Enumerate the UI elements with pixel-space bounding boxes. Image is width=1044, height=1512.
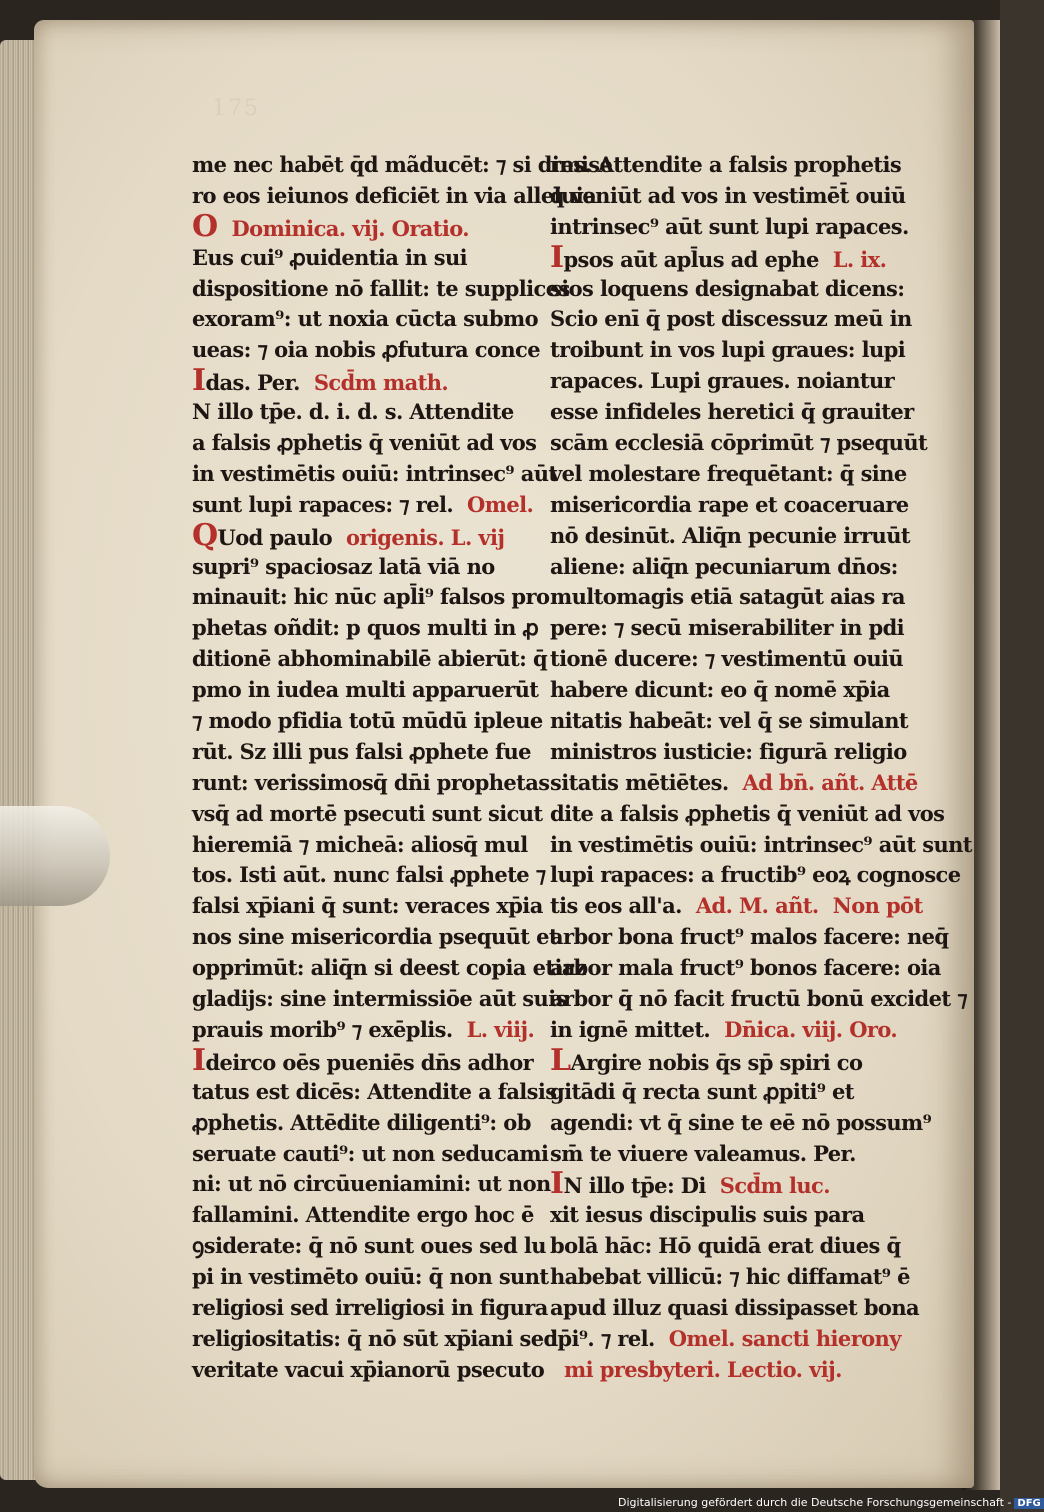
line-text: ⁊ modo pfidia totū mūdū ipleue [192, 708, 543, 734]
text-line [192, 243, 552, 274]
rubric-text: Non pōt [832, 893, 923, 919]
line-text: Uod paulo [217, 524, 333, 550]
line-text: seruate cauti⁹: ut non seducami [192, 1140, 549, 1166]
text-line [192, 613, 552, 644]
text-line [192, 1108, 552, 1139]
line-text: rūt. Sz illi pus falsi ꝓphete fue [192, 738, 531, 764]
line-text: veritate vacui xp̄ianorū psecuto [192, 1356, 545, 1382]
text-line [192, 397, 552, 428]
line-text: falsi xp̄iani q̄ sunt: veraces xp̄ia [192, 893, 543, 919]
line-text: xit iesus discipulis suis para [550, 1202, 865, 1228]
line-text: arbor q̄ nō facit fructū bonū excidet ⁊ [550, 986, 968, 1012]
text-line [550, 830, 972, 861]
text-line [550, 366, 910, 397]
text-line [550, 1262, 910, 1293]
line-text: intrinsec⁹ aūt sunt lupi rapaces. [550, 213, 909, 239]
line-text: das. Per. [205, 370, 300, 396]
text-line [550, 860, 961, 891]
line-text: sm̄ te viuere valeamus. Per. [550, 1140, 856, 1166]
text-line [192, 181, 597, 212]
line-text: ꝓphetis. Attēdite diligenti⁹: ob [192, 1109, 531, 1135]
book-clip [0, 806, 110, 906]
text-line [192, 363, 552, 399]
line-text: pere: ⁊ secū miserabiliter in pdi [550, 615, 905, 641]
text-line [192, 675, 552, 706]
line-text: me nec habēt q̄d mãducēt: ⁊ si dimise [192, 152, 613, 177]
line-text: in vestimētis ouiū: intrinsec⁹ aūt [192, 460, 558, 486]
initial-letter: I [192, 363, 206, 399]
text-line [550, 1324, 910, 1355]
text-line [550, 613, 910, 644]
footer-text: Digitalisierung gefördert durch die Deutsche Forschungsgemeinschaft - [618, 1496, 1012, 1509]
text-line [192, 150, 613, 181]
text-line [550, 397, 914, 428]
line-text: agendi: vt q̄ sine te eē nō possum⁹ [550, 1109, 932, 1135]
text-line [550, 1355, 910, 1386]
line-text: nitatis habeāt: vel q̄ se simulant [550, 708, 909, 734]
text-line [550, 150, 910, 181]
line-text: sitatis mētiētes. [550, 769, 729, 795]
line-text: nos sine misericordia psequūt et [192, 924, 558, 950]
text-line [192, 335, 552, 366]
initial-letter: I [550, 239, 564, 275]
line-text: multomagis etiā satagūt aias ra [550, 584, 905, 610]
text-line [192, 459, 558, 490]
line-text: ip̄i⁹. ⁊ rel. [550, 1325, 655, 1351]
text-line [550, 984, 968, 1015]
text-line [550, 490, 910, 521]
text-line [550, 1200, 910, 1231]
text-line [192, 1355, 552, 1386]
line-text: arbor bona fruct⁹ malos facere: neq̄ [550, 924, 949, 950]
line-text: sunt lupi rapaces: ⁊ rel. [192, 491, 454, 517]
text-line [192, 984, 567, 1015]
text-line [550, 459, 910, 490]
right-text-column [550, 150, 972, 1386]
text-line [550, 1139, 910, 1170]
text-line [550, 1077, 910, 1108]
text-line [550, 891, 923, 922]
line-text: hieremiā ⁊ micheā: aliosq̄ mul [192, 831, 528, 857]
text-line [192, 1231, 552, 1262]
line-text: dite a falsis ꝓphetis q̄ veniūt ad vos [550, 800, 945, 826]
rubric-text: L. ix. [832, 246, 887, 272]
text-line [192, 1077, 557, 1108]
initial-letter: Q [192, 517, 218, 553]
line-text: deirco oēs pueniēs dn̄s adhor [205, 1049, 534, 1075]
text-line [192, 517, 552, 553]
line-text: vsq̄ ad mortē psecuti sunt sicut [192, 800, 543, 826]
text-line [192, 706, 552, 737]
line-text: a falsis ꝓphetis q̄ veniūt ad vos [192, 430, 537, 456]
line-text: in ignē mittet. [550, 1016, 711, 1042]
text-line [192, 891, 552, 922]
line-text: tionē ducere: ⁊ vestimentū ouiū [550, 646, 904, 672]
line-text: gitādi q̄ recta sunt ꝓpiti⁹ et [550, 1078, 854, 1104]
rubric-text: origenis. L. vij [346, 524, 505, 550]
dfg-logo: DFG [1014, 1498, 1043, 1509]
line-text: ni: ut nō circūueniamini: ut non [192, 1171, 551, 1197]
text-line [550, 675, 910, 706]
line-text: habebat villicū: ⁊ hic diffamat⁹ ē [550, 1264, 910, 1290]
text-line [550, 706, 910, 737]
text-line [192, 1324, 558, 1355]
line-text: fallamini. Attendite ergo hoc ē [192, 1202, 534, 1228]
line-text: exoram⁹: ut noxia cūcta submo [192, 306, 539, 332]
line-text: N illo tp̄e. d. i. d. s. Attendite [192, 399, 514, 425]
text-line [550, 922, 949, 953]
line-text: pmo in iudea multi apparuerūt [192, 677, 539, 703]
text-line [192, 1262, 552, 1293]
line-text: rapaces. Lupi graues. noiantur [550, 368, 895, 394]
line-text: religiositatis: q̄ nō sūt xp̄iani sed [192, 1325, 558, 1351]
line-text: pi in vestimēto ouiū: q̄ non sunt [192, 1264, 549, 1290]
line-text: ditionē abhominabilē abierūt: q̄ [192, 646, 548, 672]
line-text: dispositione nō fallit: te supplices [192, 275, 570, 301]
text-line [192, 1200, 552, 1231]
text-line [550, 1042, 910, 1078]
rubric-text: Scd̄m luc. [719, 1173, 830, 1199]
rubric-text: Dn̄ica. viij. Oro. [724, 1016, 898, 1042]
line-text: misericordia rape et coaceruare [550, 491, 909, 517]
text-line [550, 1231, 910, 1262]
rubric-text: Ad bn̄. añt. Attē [742, 769, 918, 795]
text-line [192, 208, 552, 244]
line-text: ueas: ⁊ oia nobis ꝓfutura conce [192, 337, 540, 363]
line-text: tos. Isti aūt. nunc falsi ꝓphete ⁊ [192, 862, 546, 888]
text-line [550, 1166, 910, 1202]
line-text: bolā hāc: Hō quidā erat diues q̄ [550, 1233, 901, 1259]
text-line [550, 953, 941, 984]
rubric-text: Ad. M. añt. [695, 893, 819, 919]
text-line [192, 428, 552, 459]
line-text: tatus est dicēs: Attendite a falsis [192, 1078, 557, 1104]
line-text: q̄ veniūt ad vos in vestimēt̄ ouiū [550, 182, 906, 208]
text-line [192, 582, 552, 613]
text-line [192, 860, 552, 891]
line-text: habere dicunt: eo q̄ nomē xp̄ia [550, 677, 890, 703]
text-line [192, 304, 552, 335]
line-text: Scio enī q̄ post discessuz meū in [550, 306, 912, 332]
line-text: runt: verissimosq̄ dn̄i prophetas [192, 769, 550, 795]
line-text: religiosi sed irreligiosi in figura [192, 1294, 548, 1320]
text-line [192, 799, 552, 830]
text-line [192, 1293, 552, 1324]
text-line [550, 737, 910, 768]
line-text: Argire nobis q̄s sp̄ spiri co [570, 1049, 863, 1075]
line-text: lupi rapaces: a fructib⁹ eoꝝ cognosce [550, 862, 961, 888]
text-line [192, 1015, 552, 1046]
initial-letter: O [192, 208, 218, 244]
rubric-text: mi presbyteri. Lectio. vij. [564, 1356, 842, 1382]
rubric-text: Omel. [467, 491, 534, 517]
dfg-footer [618, 1496, 1044, 1509]
page-edges [0, 40, 38, 1480]
text-line [550, 335, 910, 366]
line-text: ꝯsiderate: q̄ nō sunt oues sed lu [192, 1233, 546, 1259]
initial-letter: L [550, 1042, 571, 1078]
text-line [550, 212, 910, 243]
line-text: tis eos all'a. [550, 893, 682, 919]
text-line [192, 1169, 552, 1200]
text-line [550, 239, 910, 275]
line-text: esse infideles heretici q̄ grauiter [550, 399, 914, 425]
text-line [550, 304, 910, 335]
line-text: Eus cui⁹ ꝓuidentia in sui [192, 244, 467, 270]
text-line [550, 1108, 932, 1139]
line-text: scām ecclesiā cōprimūt ⁊ psequūt [550, 430, 928, 456]
text-line [550, 1015, 910, 1046]
line-text: gladijs: sine intermissiōe aūt suis [192, 986, 567, 1012]
line-text: nō desinūt. Aliq̄n pecunie irruūt [550, 522, 910, 548]
line-text: phetas oñdit: p quos multi in ꝓ [192, 615, 539, 641]
text-line [550, 644, 910, 675]
text-line [192, 768, 552, 799]
rubric-text: Dominica. vij. Oratio. [231, 215, 470, 241]
initial-letter: I [550, 1166, 564, 1202]
text-line [192, 552, 552, 583]
text-line [550, 799, 945, 830]
text-line [550, 181, 910, 212]
rubric-text: Omel. sancti hierony [668, 1325, 901, 1351]
text-line [550, 768, 918, 799]
text-line [192, 490, 552, 521]
text-line [550, 521, 910, 552]
text-line [550, 428, 928, 459]
line-text: aliene: aliq̄n pecuniarum dn̄os: [550, 553, 898, 579]
line-text: ro eos ieiunos deficiēt in via alleluia [192, 182, 597, 208]
text-line [192, 1139, 552, 1170]
initial-letter: I [192, 1042, 206, 1078]
line-text: arbor mala fruct⁹ bonos facere: oia [550, 955, 941, 981]
line-text: opprimūt: aliq̄n si deest copia etiaz [192, 955, 587, 981]
line-text: apud illuz quasi dissipasset bona [550, 1294, 920, 1320]
text-line [192, 644, 552, 675]
text-line [192, 953, 587, 984]
line-text: psos aūt apl̄us ad ephe [563, 246, 819, 272]
line-text: res. Attendite a falsis prophetis [550, 152, 902, 177]
text-line [550, 552, 910, 583]
text-line [192, 274, 570, 305]
line-text: N illo tp̄e: Di [563, 1173, 706, 1199]
line-text: vel molestare frequētant: q̄ sine [550, 460, 907, 486]
text-line [192, 1042, 552, 1078]
line-text: in vestimētis ouiū: intrinsec⁹ aūt sunt [550, 831, 972, 857]
rubric-text: L. viij. [466, 1016, 535, 1042]
text-line [192, 737, 552, 768]
line-text: prauis morib⁹ ⁊ exēplis. [192, 1016, 453, 1042]
text-line [550, 1293, 920, 1324]
line-text: minauit: hic nūc apl̄i⁹ falsos pro [192, 584, 550, 610]
line-text: sios loquens designabat dicens: [550, 275, 905, 301]
text-line [192, 922, 558, 953]
folio-number: 175 [212, 96, 260, 121]
text-line [550, 582, 910, 613]
text-line [550, 274, 910, 305]
line-text: supri⁹ spaciosaz latā viā no [192, 553, 495, 579]
text-line [192, 830, 552, 861]
line-text: troibunt in vos lupi graues: lupi [550, 337, 906, 363]
rubric-text: Scd̄m math. [313, 370, 449, 396]
line-text: ministros iusticie: figurā religio [550, 738, 907, 764]
